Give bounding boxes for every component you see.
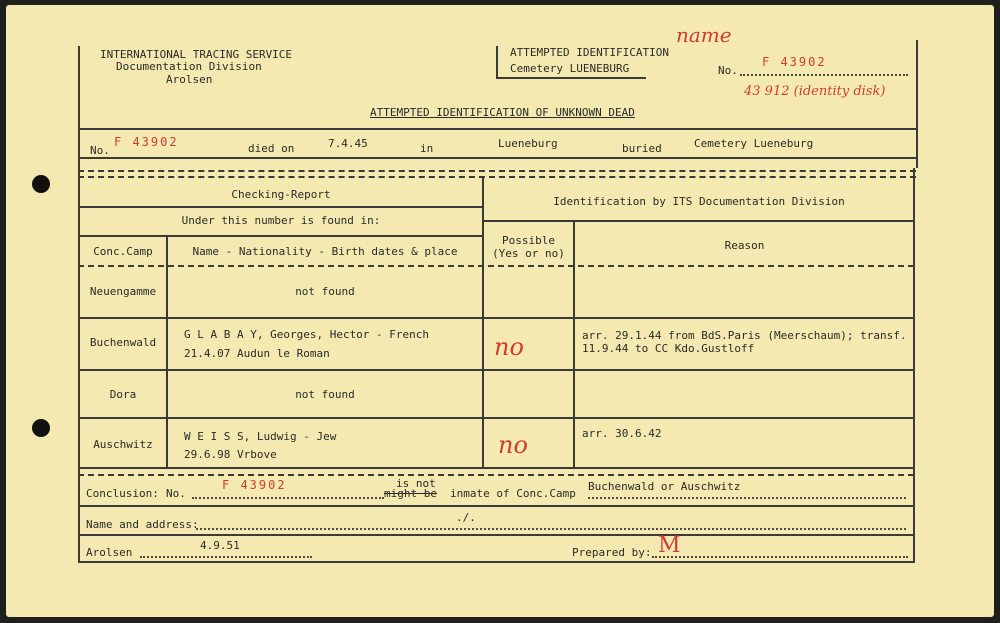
died-value: 7.4.45 xyxy=(328,137,368,150)
checking-report-subtitle: Under this number is found in: xyxy=(181,214,381,227)
row-reason-line1: arr. 29.1.44 from BdS.Paris (Meerschaum); transf. xyxy=(582,329,907,342)
conclusion-label: Conclusion: xyxy=(86,487,159,500)
header-box-bottom xyxy=(496,77,646,79)
camp-column-divider xyxy=(166,235,168,468)
identification-title-rule xyxy=(483,220,915,222)
row-camp: Dora xyxy=(109,388,137,401)
row-possible: no xyxy=(498,431,528,459)
reason-column-header: Reason xyxy=(724,239,765,252)
row-rule-1 xyxy=(78,317,914,319)
row-camp: Auschwitz xyxy=(93,438,153,451)
row-reason-line2: 11.9.44 to CC Kdo.Gustloff xyxy=(582,342,755,355)
possible-column-header-1: Possible xyxy=(502,234,555,247)
punch-hole-top xyxy=(32,175,50,193)
place-value: Lueneburg xyxy=(498,137,558,150)
right-border-lower xyxy=(913,168,915,563)
handwritten-identity-note: 43 912 (identity disk) xyxy=(744,84,886,99)
record-no-value: F 43902 xyxy=(114,135,179,149)
document-title: ATTEMPTED IDENTIFICATION OF UNKNOWN DEAD xyxy=(370,106,635,119)
identification-title: Identification by ITS Documentation Division xyxy=(553,195,845,208)
record-no-label: No. xyxy=(90,144,110,157)
conclusion-no-dots xyxy=(192,497,384,499)
handwritten-top-note: name xyxy=(676,23,732,47)
conclusion-inmate-text: inmate of Conc.Camp xyxy=(450,487,576,500)
header-box-title: ATTEMPTED IDENTIFICATION xyxy=(510,46,669,59)
conclusion-camps-value: Buchenwald or Auschwitz xyxy=(588,480,741,493)
row-name: not found xyxy=(295,388,355,401)
possible-column-header-2: (Yes or no) xyxy=(492,247,565,260)
row-rule-3 xyxy=(78,417,914,419)
row-name-line1: G L A B A Y, Georges, Hector - French xyxy=(184,328,430,341)
prepared-by-dots xyxy=(652,556,908,558)
prepared-by-label: Prepared by: xyxy=(572,546,652,559)
org-division: Documentation Division xyxy=(116,60,262,73)
conclusion-is-not: is not xyxy=(396,477,436,490)
name-address-dots xyxy=(196,528,906,530)
name-address-value: ./. xyxy=(456,511,476,524)
conclusion-no-value: F 43902 xyxy=(222,478,287,492)
camp-column-header: Conc.Camp xyxy=(93,245,153,258)
row-name: not found xyxy=(295,285,355,298)
conclusion-camps-dots xyxy=(588,497,906,499)
conclusion-might-be-struck: might be xyxy=(384,487,437,500)
died-label: died on xyxy=(248,142,295,155)
column-header-rule xyxy=(78,265,914,267)
header-no-value: F 43902 xyxy=(762,55,827,69)
prepared-by-initial: M xyxy=(658,533,681,558)
arolsen-label: Arolsen xyxy=(86,546,133,559)
header-no-label: No. xyxy=(718,64,738,77)
org-city: Arolsen xyxy=(166,73,213,86)
row-name-line2: 21.4.07 Audun le Roman xyxy=(184,347,330,360)
buried-label: buried xyxy=(622,142,662,155)
row-name-line1: W E I S S, Ludwig - Jew xyxy=(184,430,337,443)
conclusion-no-label: No. xyxy=(166,487,186,500)
row-name-line2: 29.6.98 Vrbove xyxy=(184,448,277,461)
row-reason-line1: arr. 30.6.42 xyxy=(582,427,662,440)
table-bottom-rule xyxy=(78,467,914,469)
row-possible: no xyxy=(494,333,524,361)
header-box-cemetery: Cemetery LUENEBURG xyxy=(510,62,630,75)
right-border xyxy=(916,40,918,168)
arolsen-date-dots xyxy=(140,556,312,558)
name-address-label: Name and address: xyxy=(86,518,199,531)
record-rule xyxy=(78,157,916,159)
title-rule xyxy=(78,128,916,130)
row-camp: Neuengamme xyxy=(89,285,157,298)
bottom-border xyxy=(78,561,914,563)
conclusion-bottom-rule xyxy=(78,505,914,507)
header-box-left xyxy=(496,46,498,78)
header-no-dots xyxy=(740,74,908,76)
row-camp: Buchenwald xyxy=(89,336,157,349)
row-rule-2 xyxy=(78,369,914,371)
in-label: in xyxy=(420,142,434,155)
buried-value: Cemetery Lueneburg xyxy=(694,137,814,150)
conclusion-top-rule xyxy=(78,474,914,476)
possible-column-divider xyxy=(573,220,575,468)
punch-hole-bottom xyxy=(32,419,50,437)
section-dashed-rule-1 xyxy=(78,170,916,172)
name-column-header: Name - Nationality - Birth dates & place xyxy=(192,245,458,258)
section-divider xyxy=(482,176,484,468)
address-bottom-rule xyxy=(78,534,914,536)
subtitle-rule xyxy=(78,235,483,237)
checking-report-title: Checking-Report xyxy=(231,188,331,201)
checking-title-rule xyxy=(78,206,483,208)
section-dashed-rule-2 xyxy=(78,176,916,178)
arolsen-date-value: 4.9.51 xyxy=(200,539,240,552)
left-border xyxy=(78,46,80,563)
org-name: INTERNATIONAL TRACING SERVICE xyxy=(100,48,293,61)
